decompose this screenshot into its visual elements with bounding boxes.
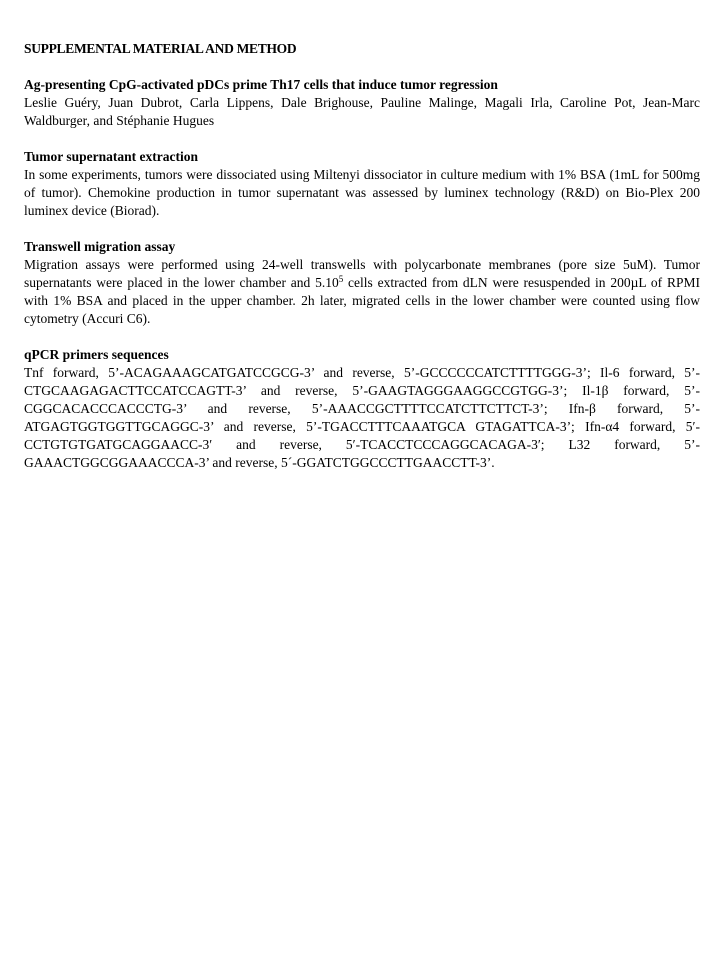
section-qpcr-primers bbox=[24, 346, 700, 472]
section-heading: qPCR primers sequences bbox=[24, 347, 169, 362]
section-heading: Tumor supernatant extraction bbox=[24, 149, 199, 164]
section-body: In some experiments, tumors were dissociated using Miltenyi dissociator in culture medium with 1% BSA (1mL for 500mg of tumor). Chemokine production in tumor supernatant was assessed by luminex technology (R&D) on Bio-Plex 200 luminex device (Biorad). bbox=[24, 167, 700, 218]
paper-title: Ag-presenting CpG-activated pDCs prime Th17 cells that induce tumor regression bbox=[24, 77, 498, 92]
paper-header bbox=[24, 76, 700, 130]
section-heading: Transwell migration assay bbox=[24, 239, 176, 254]
section-tumor-supernatant bbox=[24, 148, 700, 220]
superscript: 5 bbox=[338, 274, 344, 284]
document-page bbox=[24, 40, 700, 490]
section-transwell-migration bbox=[24, 238, 700, 328]
body-text-part: Migration assays were performed using 24-well transwells with polycarbonate membranes (pore size 5uM). Tumor supernatants were placed in the lower chamber and 5.10 bbox=[24, 257, 700, 290]
section-body bbox=[24, 256, 700, 328]
paper-authors: Leslie Guéry, Juan Dubrot, Carla Lippens, Dale Brighouse, Pauline Malinge, Magali Irla, Caroline Pot, Jean-Marc Waldburger, and Stéphanie Hugues bbox=[24, 95, 700, 128]
document-title: SUPPLEMENTAL MATERIAL AND METHOD bbox=[24, 41, 297, 56]
section-body: Tnf forward, 5’-ACAGAAAGCATGATCCGCG-3’ and reverse, 5’-GCCCCCCATCTTTTGGG-3’; Il-6 forward, 5’-CTGCAAGAGACTTCCATCCAGTT-3’ and reverse, 5’-GAAGTAGGGAAGGCCGTGG-3’; Il-1β forward, 5’-CGGCACACCCACCCTG-3’ and reverse, 5’-AAACCGCTTTTCCATCTTCTTCT-3’; Ifn-β forward, 5’-ATGAGTGGTGGTTGCAGGC-3’ and reverse, 5’-TGACCTTTCAAATGCA GTAGATTCA-3’; Ifn-α4 forward, 5′-CCTGTGTGATGCAGGAACC-3′ and reverse, 5′-TCACCTCCCAGGCACAGA-3′; L32 forward, 5’-GAAACTGGCGGAAACCCA-3’ and reverse, 5´-GGATCTGGCCCTTGAACCTT-3’. bbox=[24, 365, 700, 470]
body-text-part: cells extracted from dLN were resuspended in 200µL of RPMI with 1% BSA and placed in the upper chamber. 2h later, migrated cells in the lower chamber were counted using flow cytometry (Accuri C6). bbox=[24, 275, 700, 326]
